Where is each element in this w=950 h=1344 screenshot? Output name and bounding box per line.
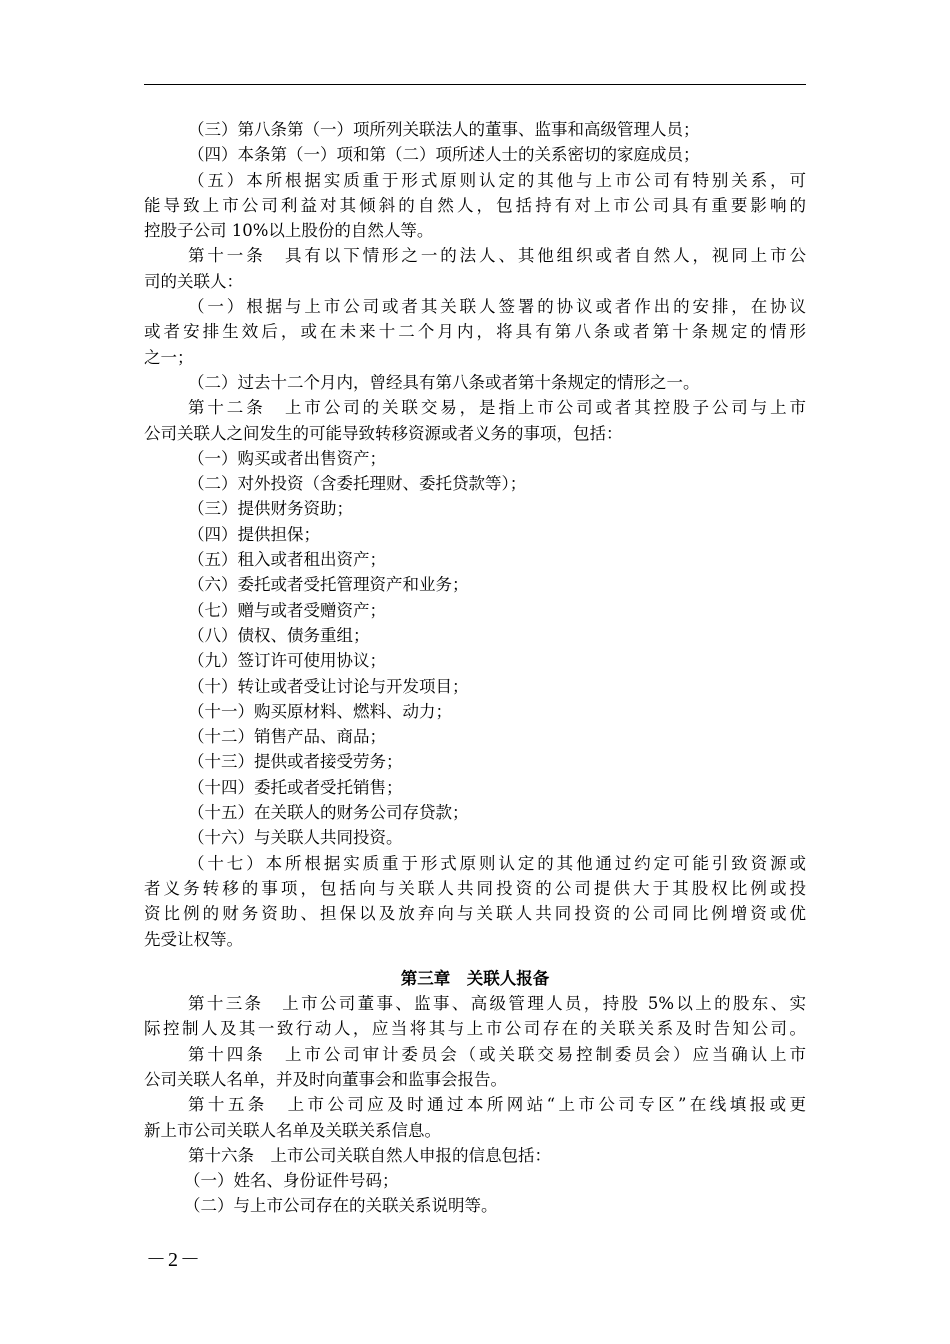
text-line: 第十一条 具有以下情形之一的法人、其他组织或者自然人，视同上市公: [188, 246, 806, 266]
text-line: 之一；: [144, 347, 194, 367]
list-item: （十六）与关联人共同投资。: [188, 828, 403, 848]
text-line: （二）过去十二个月内，曾经具有第八条或者第十条规定的情形之一。: [188, 372, 700, 392]
list-item: （七）赠与或者受赠资产；: [188, 600, 386, 620]
text-line: 控股子公司 10%以上股份的自然人等。: [144, 221, 434, 241]
text-line: 能导致上市公司利益对其倾斜的自然人，包括持有对上市公司具有重要影响的: [144, 195, 806, 215]
text-line: （四）本条第（一）项和第（二）项所述人士的关系密切的家庭成员；: [188, 145, 700, 165]
text-line: 第十六条 上市公司关联自然人申报的信息包括：: [188, 1145, 551, 1165]
text-line: （三）第八条第（一）项所列关联法人的董事、监事和高级管理人员；: [188, 120, 700, 139]
list-item: （六）委托或者受托管理资产和业务；: [188, 575, 469, 595]
page-number: －2－: [146, 1249, 202, 1271]
text-line: 司的关联人：: [144, 271, 243, 291]
list-item: （九）签订许可使用协议；: [188, 651, 386, 671]
text-line: 第十三条 上市公司董事、监事、高级管理人员，持股 5%以上的股东、实: [188, 994, 806, 1014]
list-item: （五）租入或者租出资产；: [188, 550, 386, 570]
list-item: （一）购买或者出售资产；: [188, 448, 386, 468]
list-item: （一）姓名、身份证件号码；: [184, 1171, 399, 1191]
document-body: [144, 117, 806, 1219]
text-line: （十七）本所根据实质重于形式原则认定的其他通过约定可能引致资源或: [188, 853, 806, 873]
text-line: 先受让权等。: [144, 929, 243, 949]
header-rule: [144, 84, 806, 85]
text-line: 新上市公司关联人名单及关联关系信息。: [144, 1120, 441, 1140]
list-item: （三）提供财务资助；: [188, 499, 353, 519]
list-item: （二）对外投资（含委托理财、委托贷款等）；: [188, 474, 527, 494]
text-line: 或者安排生效后，或在未来十二个月内，将具有第八条或者第十条规定的情形: [144, 322, 806, 342]
list-item: （四）提供担保；: [188, 524, 320, 544]
list-item: （十三）提供或者接受劳务；: [188, 752, 403, 772]
list-item: （八）债权、债务重组；: [188, 625, 370, 645]
text-line: （五）本所根据实质重于形式原则认定的其他与上市公司有特别关系，可: [188, 170, 806, 190]
list-item: （十二）销售产品、商品；: [188, 727, 386, 747]
chapter-title: 第三章 关联人报备: [400, 968, 550, 988]
list-item: （十四）委托或者受托销售；: [188, 777, 403, 797]
text-line: 第十二条 上市公司的关联交易，是指上市公司或者其控股子公司与上市: [188, 398, 806, 418]
list-item: （十一）购买原材料、燃料、动力；: [188, 701, 452, 721]
text-line: 际控制人及其一致行动人，应当将其与上市公司存在的关联关系及时告知公司。: [144, 1019, 806, 1039]
list-item: （十）转让或者受让讨论与开发项目；: [188, 676, 469, 696]
list-item: （十五）在关联人的财务公司存贷款；: [188, 803, 469, 823]
list-item: （二）与上市公司存在的关联关系说明等。: [184, 1196, 498, 1216]
text-line: 公司关联人名单，并及时向董事会和监事会报告。: [144, 1069, 507, 1089]
text-line: 者义务转移的事项，包括向与关联人共同投资的公司提供大于其股权比例或投: [144, 878, 806, 898]
text-line: 第十五条 上市公司应及时通过本所网站“上市公司专区”在线填报或更: [188, 1095, 806, 1115]
text-line: 第十四条 上市公司审计委员会（或关联交易控制委员会）应当确认上市: [188, 1044, 806, 1064]
text-line: （一）根据与上市公司或者其关联人签署的协议或者作出的安排，在协议: [188, 297, 806, 317]
section-gap: [144, 952, 806, 966]
text-line: 资比例的财务资助、担保以及放弃向与关联人共同投资的公司同比例增资或优: [144, 904, 806, 924]
text-line: 公司关联人之间发生的可能导致转移资源或者义务的事项，包括：: [144, 423, 623, 443]
